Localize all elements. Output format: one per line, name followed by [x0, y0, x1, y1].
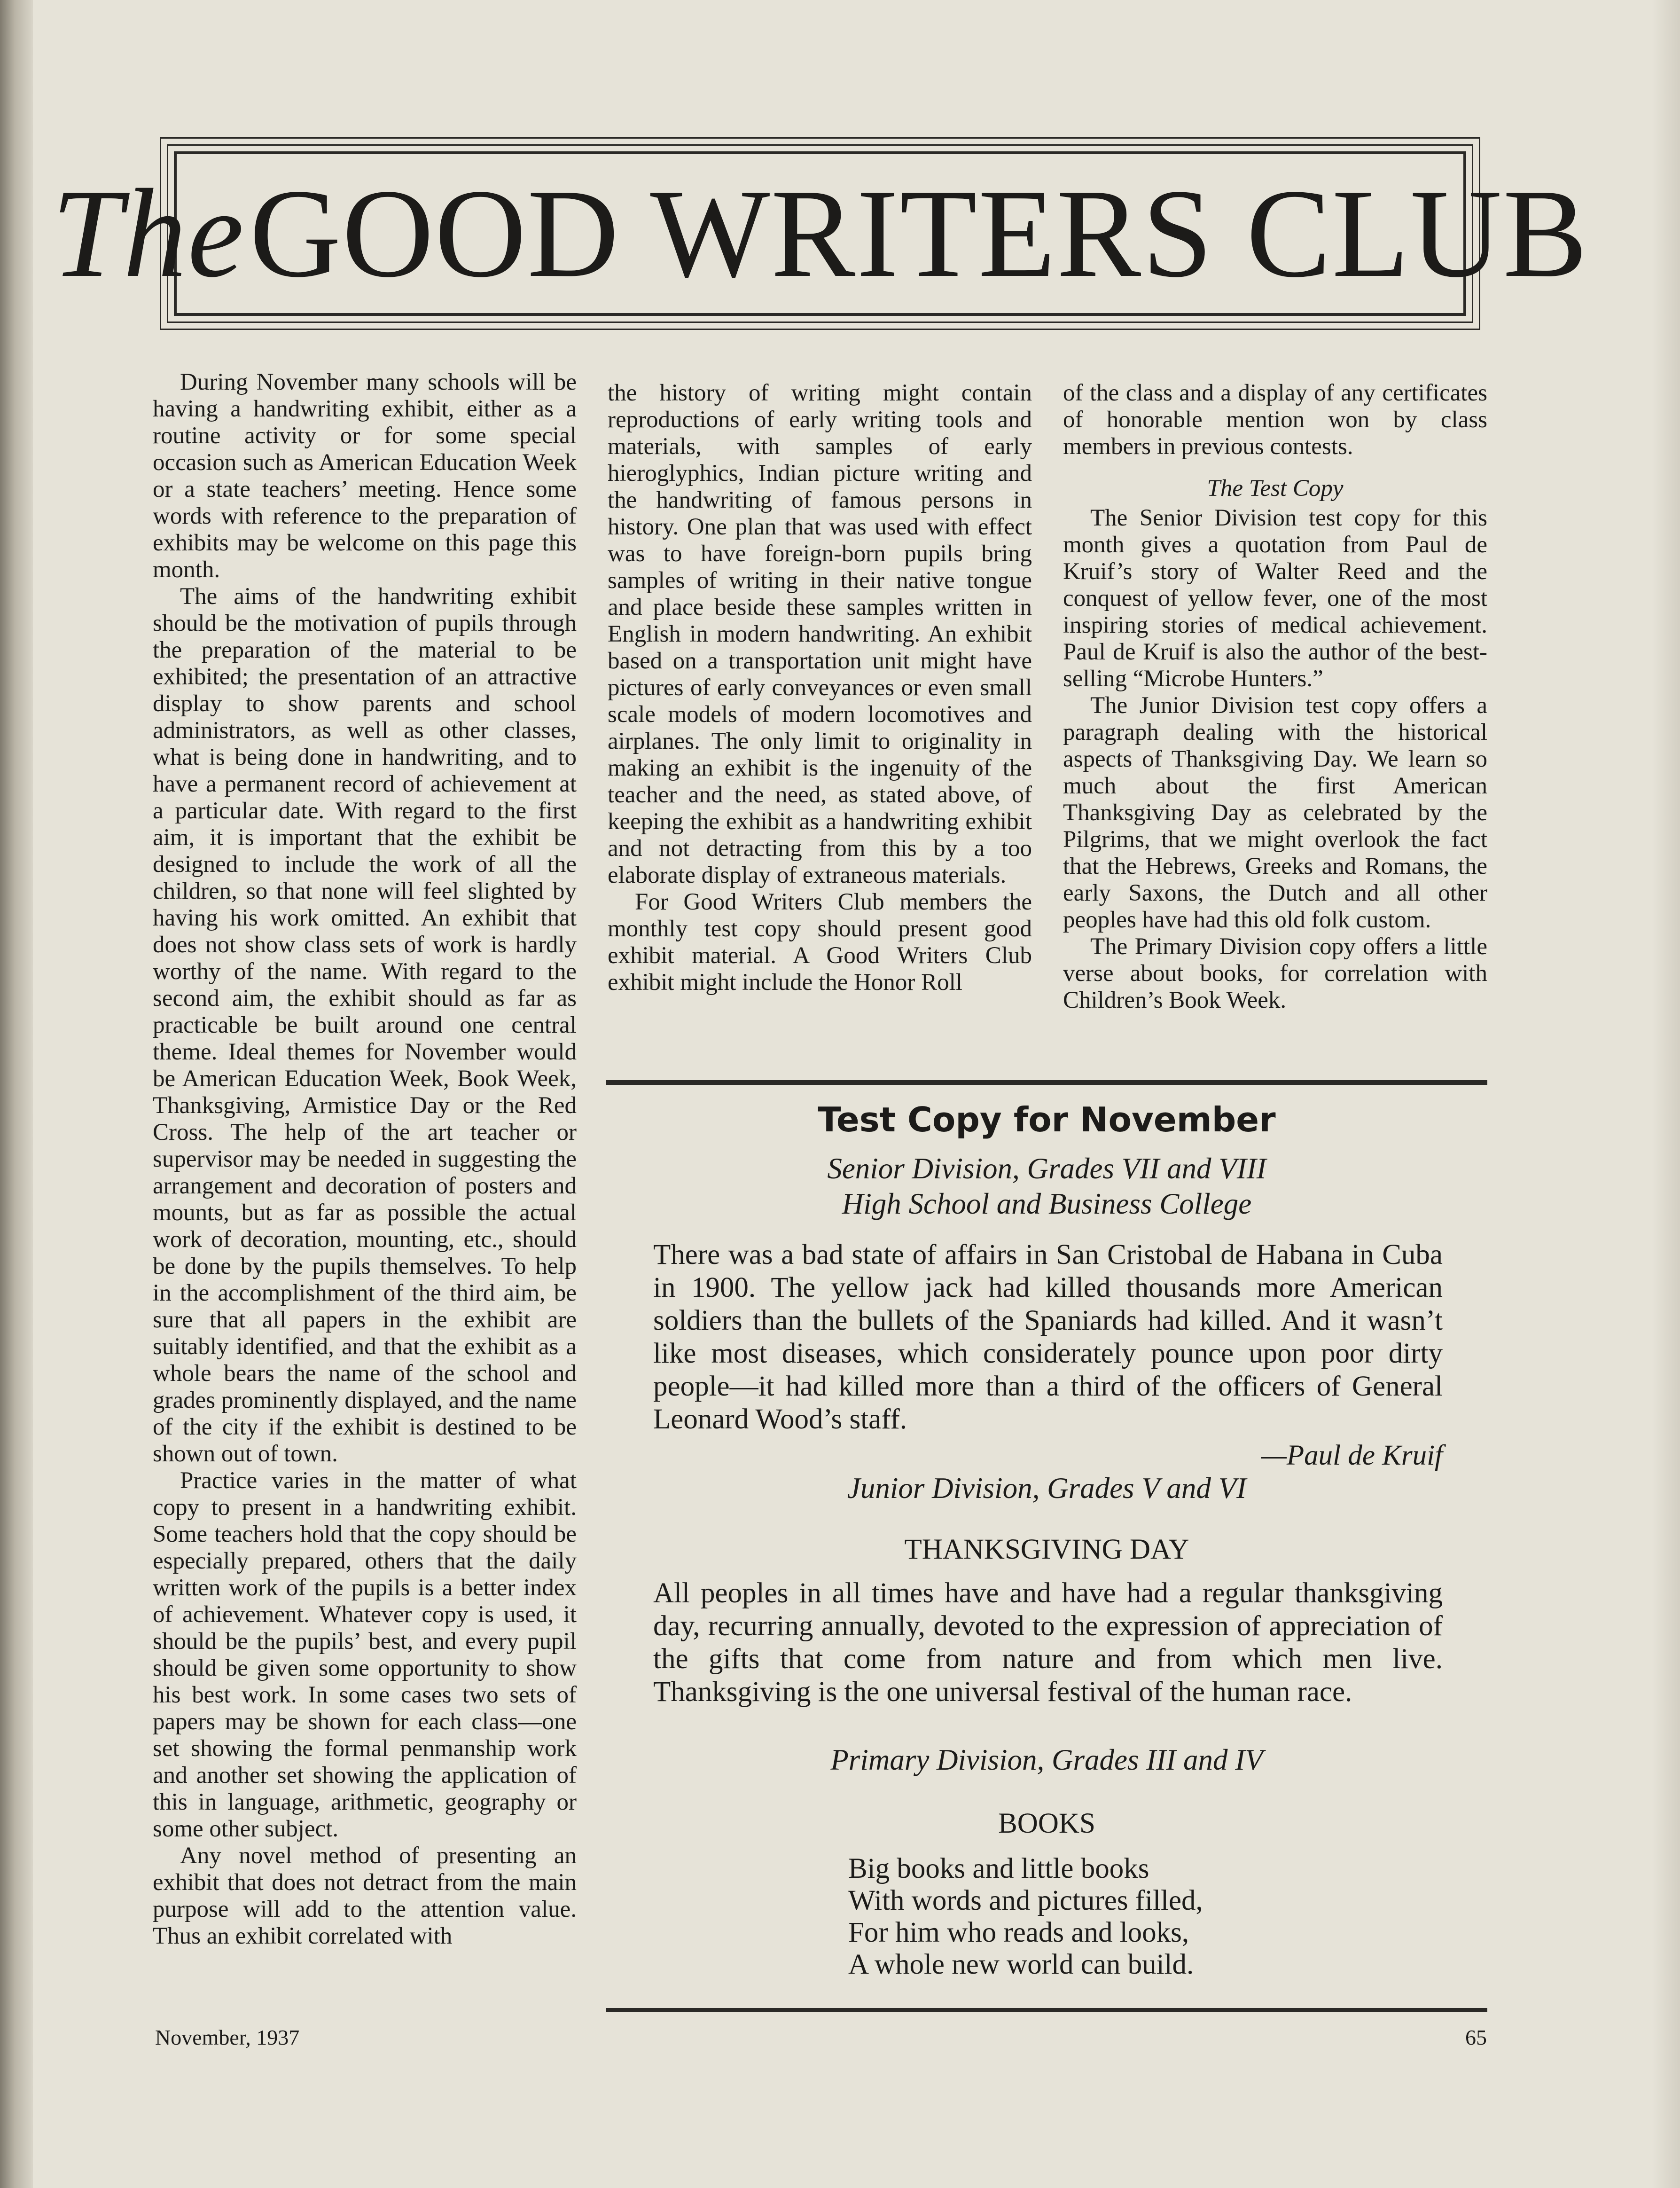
junior-division-heading: Junior Division, Grades V and VI	[847, 1472, 1247, 1505]
paragraph: The Primary Division copy offers a little verse about books, for correlation with Children’s Book Week.	[1063, 933, 1487, 1013]
primary-division-heading: Primary Division, Grades III and IV	[830, 1743, 1263, 1776]
poem	[848, 1853, 1203, 1981]
paragraph: The Junior Division test copy offers a paragraph dealing with the historical aspects of Thanksgiving Day. We learn so much about the first American Thanksgiving Day as celebrated by the Pilgrims, that we might overlook the fact that the Hebrews, Greeks and Romans, the early Saxons, the Dutch and all other peoples have had this old folk custom.	[1063, 692, 1487, 933]
page-number: 65	[1465, 2025, 1487, 2049]
test-copy-subhead: The Test Copy	[1207, 475, 1344, 502]
senior-division-subheading: High School and Business College	[842, 1187, 1252, 1220]
divider-rule	[606, 2008, 1487, 2012]
paragraph: The Senior Division test copy for this month gives a quotation from Paul de Kruif’s story of Walter Reed and the conquest of yellow fever, one of the most inspiring stories of medical achievement. Paul de Kruif is also the author of the best-selling “Microbe Hunters.”	[1063, 505, 1487, 692]
footer-date: November, 1937	[155, 2025, 300, 2049]
senior-passage: There was a bad state of affairs in San Cristobal de Habana in Cuba in 1900. The yellow jack had killed thousands more American soldiers than the bullets of the Spaniards had killed. And it wasn’t like most diseases, which considerately pounce upon poor dirty people—it had killed more than a third of the officers of General Leonard Wood’s staff.	[653, 1239, 1443, 1435]
poem-title: BOOKS	[998, 1808, 1095, 1839]
poem-line: With words and pictures filled,	[848, 1885, 1203, 1916]
article-column-2	[608, 380, 1032, 996]
masthead-title	[51, 163, 1589, 304]
attribution: —Paul de Kruif	[1261, 1440, 1443, 1471]
poem-line: A whole new world can build.	[848, 1949, 1194, 1980]
senior-division-heading: Senior Division, Grades VII and VIII	[827, 1152, 1266, 1185]
paragraph: Practice varies in the matter of what copy to present in a handwriting exhibit. Some teachers hold that the copy should be especially prepared, others that the daily written work of the pupils is a better index of achievement. Whatever copy is used, it should be the pupils’ best, and every pupil should be given some opportunity to show his best work. In some cases two sets of papers may be shown for each class—one set showing the formal penmanship work and another set showing the application of this in language, arithmetic, geography or some other subject.	[153, 1467, 577, 1842]
paragraph: The aims of the handwriting exhibit should be the motivation of pupils through the preparation of the material to be exhibited; the presentation of an attractive display to show parents and school administrators, as well as other classes, what is being done in handwriting, and to have a permanent record of achievement at a particular date. With regard to the first aim, it is important that the exhibit be designed to include the work of all the children, so that none will feel slighted by having his work omitted. An exhibit that does not show class sets of work is hardly worthy of the name. With regard to the second aim, the exhibit should as far as practicable be built around one central theme. Ideal themes for November would be American Education Week, Book Week, Thanksgiving, Armistice Day or the Red Cross. The help of the art teacher or supervisor may be needed in suggesting the arrangement and decoration of posters and mounts, but as far as possible the actual work of decoration, mounting, etc., should be done by the pupils themselves. To help in the accomplishment of the third aim, be sure that all papers in the exhibit are suitably identified, and that the exhibit as a whole bears the name of the school and grades prominently displayed, and the name of the city if the exhibit is destined to be shown out of town.	[153, 583, 577, 1467]
poem-line: For him who reads and looks,	[848, 1917, 1189, 1948]
paragraph: For Good Writers Club members the monthly test copy should present good exhibit material. A Good Writers Club exhibit might include the Honor Roll	[608, 889, 1032, 996]
page-edge	[1652, 0, 1680, 2188]
test-copy-title: Test Copy for November	[818, 1100, 1276, 1139]
masthead-the: The	[51, 163, 245, 304]
paragraph: During November many schools will be having a handwriting exhibit, either as a routine activity or for some special occasion such as American Education Week or a state teachers’ meeting. Hence some words with reference to the preparation of exhibits may be welcome on this page this month.	[153, 369, 577, 583]
article-column-1	[153, 369, 577, 1950]
paragraph: Any novel method of presenting an exhibit that does not detract from the main purpose will add to the attention value. Thus an exhibit correlated with	[153, 1843, 577, 1949]
junior-passage-heading: THANKSGIVING DAY	[904, 1534, 1189, 1565]
poem-line: Big books and little books	[848, 1853, 1149, 1884]
paragraph: the history of writing might contain reproductions of early writing tools and materials, with samples of early hieroglyphics, Indian picture writing and the handwriting of famous persons in history. One plan that was used with effect was to have foreign-born pupils bring samples of writing in their native tongue and place beside these samples written in English in modern handwriting. An exhibit based on a transportation unit might have pictures of early conveyances or even small scale models of modern locomotives and airplanes. The only limit to originality in making an exhibit is the ingenuity of the teacher and the need, as stated above, of keeping the exhibit as a handwriting exhibit and not detracting from this by a too elaborate display of extraneous materials.	[608, 380, 1032, 888]
masthead-frame	[51, 137, 1589, 330]
paragraph: of the class and a display of any certificates of honorable mention won by class members in previous contests.	[1063, 380, 1487, 460]
junior-passage: All peoples in all times have and have had a regular thanksgiving day, recurring annually, devoted to the expression of appreciation of the gifts that come from nature and from which men live. Thanksgiving is the one universal festival of the human race.	[653, 1577, 1443, 1708]
masthead-club-name: GOOD WRITERS CLUB	[249, 163, 1589, 304]
binding-gutter	[0, 0, 33, 2188]
divider-rule	[606, 1080, 1487, 1085]
article-column-3	[1063, 380, 1487, 1014]
